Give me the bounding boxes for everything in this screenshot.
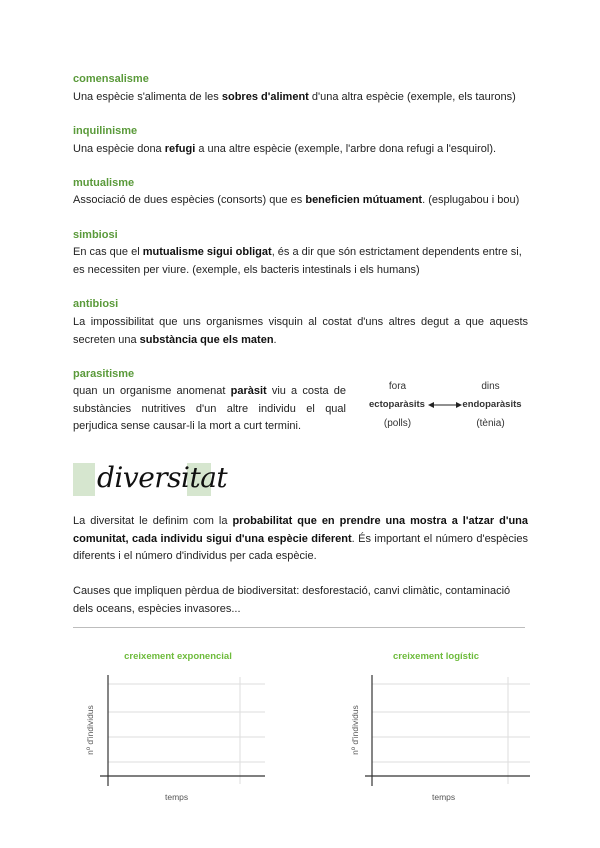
emphasis-text: probabilitat que en prendre una mostra a l'atzar d'una comunitat, cada individu sigui d'una espècie diferent <box>73 515 529 545</box>
y-axis-label: nº d'individus <box>85 705 95 755</box>
chart-title: creixement logístic <box>392 651 480 662</box>
text-run: a una altre espècie (exemple, l'arbre dona refugi a l'esquirol). <box>195 143 497 155</box>
text-run: La impossibilitat que uns organismes visquin al costat d'uns altres degut a que aquests secreten una <box>73 316 528 346</box>
y-axis-label: nº d'individus <box>350 705 360 755</box>
emphasis-text: refugi <box>164 143 196 155</box>
divider <box>73 627 525 628</box>
term-comensalisme: comensalisme <box>73 73 149 85</box>
definition-inquilinisme <box>73 141 528 159</box>
section-title-box <box>73 461 228 496</box>
label-outside: fora <box>388 381 407 392</box>
x-axis-label: temps <box>432 792 456 802</box>
chart-title: creixement exponencial <box>124 651 232 662</box>
term-simbiosi: simbiosi <box>73 229 118 241</box>
chart-axes <box>362 672 532 787</box>
emphasis-text: mutualisme sigui obligat <box>142 246 272 258</box>
diversity-definition <box>73 513 528 566</box>
double-arrow-icon <box>428 400 462 410</box>
text-run: La diversitat le definim com la <box>73 515 233 527</box>
text-run: En cas que el <box>73 246 143 258</box>
emphasis-text: substància que els maten <box>139 333 274 346</box>
text-run: Associació de dues espècies (consorts) que es <box>73 194 306 206</box>
text-run: Una espècie dona <box>73 143 165 155</box>
text-run: . (esplugabou i bou) <box>422 194 520 206</box>
term-antibiosi: antibiosi <box>73 298 119 310</box>
emphasis-text: sobres d'aliment <box>221 91 309 103</box>
definition-parasitisme <box>73 383 346 436</box>
definition-mutualisme <box>73 192 528 210</box>
title-highlight-left <box>73 463 95 496</box>
text-run: , és a dir que són estrictament dependents entre si, es necessiten per viure. (exemple, els bacteris intestinals i els humans) <box>73 246 522 276</box>
text-run: viu a costa de substàncies nutritives d'un altre individu el qual perjudica sense causar-li la mort a curt termini. <box>73 385 347 432</box>
definition-simbiosi <box>73 244 528 279</box>
label-endoparasites: endoparàsits <box>462 399 522 410</box>
term-mutualisme: mutualisme <box>73 177 135 189</box>
definition-comensalisme <box>73 89 528 107</box>
example-tapeworm: (tènia) <box>476 418 505 429</box>
emphasis-text: paràsit <box>230 385 267 397</box>
chart-axes <box>95 672 265 787</box>
label-inside: dins <box>481 381 500 392</box>
example-lice: (polls) <box>383 418 412 429</box>
text-run: . <box>273 333 277 346</box>
section-title: diversitat <box>97 461 228 494</box>
emphasis-text: beneficien mútuament <box>305 194 423 206</box>
text-run: quan un organisme anomenat <box>73 385 231 397</box>
biodiversity-loss-causes: Causes que impliquen pèrdua de biodiversitat: desforestació, canvi climàtic, contaminació dels oceans, espècies invasores... <box>73 585 511 615</box>
definition-antibiosi <box>73 314 528 349</box>
term-inquilinisme: inquilinisme <box>73 125 138 137</box>
term-parasitisme: parasitisme <box>73 368 135 380</box>
x-axis-label: temps <box>165 792 189 802</box>
text-run: Una espècie s'alimenta de les <box>73 91 222 103</box>
label-ectoparasites: ectoparàsits <box>369 399 425 410</box>
text-run: d'una altra espècie (exemple, els taurons) <box>308 91 516 103</box>
text-run: . És important el número d'espècies diferents i el número d'individus per cada espècie. <box>73 532 528 562</box>
